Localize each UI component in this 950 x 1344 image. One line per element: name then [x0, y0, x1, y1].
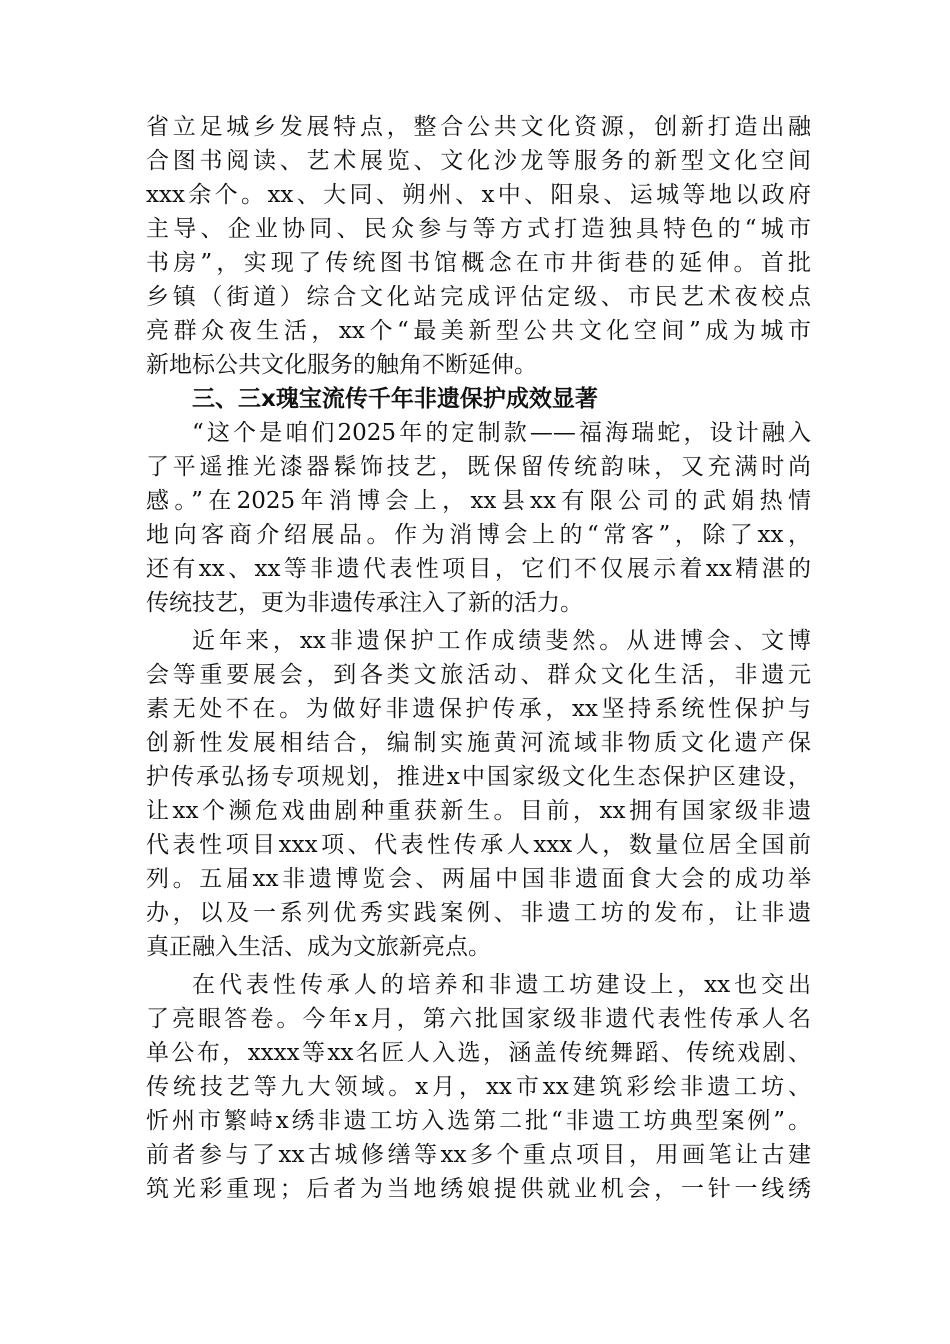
text-line: 近年来，xx非遗保护工作成绩斐然。从进博会、文博	[192, 628, 811, 654]
text-line: 了亮眼答卷。今年x月，第六批国家级非遗代表性传承人名	[146, 1006, 811, 1032]
text-line: 前者参与了xx古城修缮等xx多个重点项目，用画笔让古建	[146, 1142, 811, 1168]
text-line: 代表性项目xxx项、代表性传承人xxx人，数量位居全国前	[146, 832, 811, 858]
paragraph-3	[146, 624, 811, 964]
text-line: 还有xx、xx等非遗代表性项目，它们不仅展示着xx精湛的	[146, 556, 811, 582]
text-line: 了平遥推光漆器髹饰技艺，既保留传统韵味，又充满时尚	[146, 454, 811, 480]
text-line: 在代表性传承人的培养和非遗工坊建设上，xx也交出	[192, 972, 811, 998]
text-line: 列。五届xx非遗博览会、两届中国非遗面食大会的成功举	[146, 866, 811, 892]
text-line: 单公布，xxxx等xx名匠人入选，涵盖传统舞蹈、传统戏剧、	[146, 1040, 811, 1066]
document-body	[146, 110, 811, 1206]
paragraph-2	[146, 416, 811, 620]
text-line: 传统技艺等九大领域。x月，xx市xx建筑彩绘非遗工坊、	[146, 1074, 811, 1100]
paragraph-4	[146, 968, 811, 1206]
text-line: 地向客商介绍展品。作为消博会上的“常客”，除了xx，	[146, 522, 811, 548]
text-line: 书房”，实现了传统图书馆概念在市井街巷的延伸。首批	[146, 250, 811, 276]
text-line: 会等重要展会，到各类文旅活动、群众文化生活，非遗元	[146, 662, 811, 688]
text-line: 素无处不在。为做好非遗保护传承，xx坚持系统性保护与	[146, 696, 811, 722]
text-line: 筑光彩重现；后者为当地绣娘提供就业机会，一针一线绣	[146, 1176, 811, 1202]
text-line: 乡镇（街道）综合文化站完成评估定级、市民艺术夜校点	[146, 284, 811, 310]
text-line: 真正融入生活、成为文旅新亮点。	[146, 934, 491, 960]
text-line: 新地标公共文化服务的触角不断延伸。	[146, 352, 537, 378]
text-line: 主导、企业协同、民众参与等方式打造独具特色的“城市	[146, 216, 811, 242]
text-line: 合图书阅读、艺术展览、文化沙龙等服务的新型文化空间	[146, 148, 811, 174]
paragraph-1	[146, 110, 811, 382]
text-line: 创新性发展相结合，编制实施黄河流域非物质文化遗产保	[146, 730, 811, 756]
section-heading: 三、三x瑰宝流传千年非遗保护成效显著	[192, 386, 598, 412]
text-line: 感。”在2025年消博会上，xx县xx有限公司的武娟热情	[146, 488, 811, 514]
text-line: 省立足城乡发展特点，整合公共文化资源，创新打造出融	[146, 114, 811, 140]
text-line: 传统技艺，更为非遗传承注入了新的活力。	[146, 590, 583, 616]
text-line: xxx余个。xx、大同、朔州、x中、阳泉、运城等地以政府	[146, 182, 811, 208]
text-line: 忻州市繁峙x绣非遗工坊入选第二批“非遗工坊典型案例”。	[146, 1108, 811, 1134]
text-line: 亮群众夜生活，xx个“最美新型公共文化空间”成为城市	[146, 318, 811, 344]
text-line: 办，以及一系列优秀实践案例、非遗工坊的发布，让非遗	[146, 900, 811, 926]
text-line: 让xx个濒危戏曲剧种重获新生。目前，xx拥有国家级非遗	[146, 798, 811, 824]
text-line: 护传承弘扬专项规划，推进x中国家级文化生态保护区建设，	[146, 764, 811, 790]
text-line: “这个是咱们2025年的定制款——福海瑞蛇，设计融入	[192, 420, 811, 446]
